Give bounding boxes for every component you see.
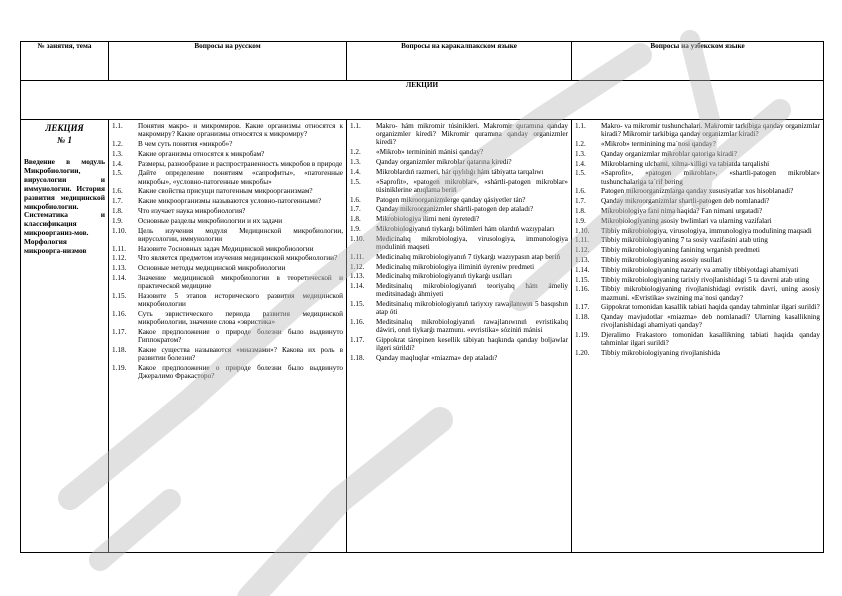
question-number: 1.12. [112,254,127,263]
question-text: Medicinalıq mikrobiologiyanıń tiykarǵı usılları [376,272,512,281]
question-text: Qanday mikroorganizmlar shartli-patogen deb nomlanadi? [601,197,770,206]
question-text: Qanday maqluqlar «miazma» dep ataladı? [376,354,498,363]
question-number: 1.8. [350,215,361,224]
question-number: 1.5. [350,177,361,186]
question-item [575,207,820,215]
question-item [575,197,820,205]
question-number: 1.12. [350,262,365,271]
karakalpak-questions-list [347,120,571,362]
question-number: 1.1. [575,122,586,130]
lecture-topic: Введение в модуль Микробиологии, вирусологии и иммунологии. История развития медицинской микробиологии. Систематика и классификация микроорганиз-мов. Морфология микроорга-низмов [24,157,105,256]
question-number: 1.10. [575,226,590,235]
question-text: Что изучает наука микробиология? [138,206,246,215]
question-number: 1.5. [112,169,123,178]
question-number: 1.18. [112,345,127,354]
question-item [575,313,820,329]
question-number: 1.8. [575,206,586,215]
question-text: Tibbiy mikrobiologiyaning rivojlanishida [601,349,721,358]
question-number: 1.6. [112,187,123,196]
question-number: 1.7. [575,197,586,206]
question-number: 1.9. [575,216,586,225]
karakalpak-questions-cell [347,120,572,553]
question-item [575,285,820,301]
question-text: Qanday organizmler mikroblar qatarına kiredi? [376,158,512,166]
question-text: Meditsinalıq mikrobiologiyanıń teoriyalıq hám ámeliy meditsinadaǵı áhmiyeti [376,282,568,299]
question-number: 1.17. [112,327,127,336]
question-number: 1.3. [575,149,586,158]
question-text: Mikrobiologiya fani nima haqida? Fan nimani urgatadi? [601,206,763,215]
uzbek-questions-cell [572,120,824,553]
question-text: Tibbiy mikrobiologiyaning asosiy usullari [601,255,722,264]
question-text: Mikroblardıń razmeri, hár qıylılıǵı hám tábiyatta tarqalıwı [376,167,544,176]
question-number: 1.3. [350,158,361,166]
lecture-label: ЛЕКЦИЯ [45,123,84,133]
question-text: Какие существа называются «миазмами»? Какова их роль в развитии болезни? [138,345,343,363]
question-item [350,168,568,176]
question-number: 1.19. [575,331,590,340]
question-number: 1.19. [112,363,127,372]
question-text: Размеры, разнообразие и распространенность микробов в природе [138,159,343,168]
question-text: Makro- hám mikromir túsinikleri. Makromir quramına qanday organizmler kiredi? Mikromir quramına qanday organizmler kiredi? [376,122,568,147]
question-item [575,303,820,311]
question-number: 1.16. [112,309,127,318]
question-text: Цель изучения модуля Медицинской микробиологии, вирусологии, иммунологии [138,226,343,243]
question-text: Назовите 5 этапов исторического развития медицинской микробиологии [138,291,343,309]
question-item [112,122,343,138]
question-text: Mikrobiologiya ilimi neni úyretedi? [376,215,480,224]
question-text: Основные разделы микробиологии и их задачи [138,216,283,225]
question-item [575,266,820,274]
header-russian: Вопросы на русском [109,42,347,81]
question-item [575,150,820,158]
question-number: 1.9. [350,224,361,233]
question-item [112,140,343,148]
question-text: Значение медицинской микробиологии в теоретической и практической медицине [138,273,343,291]
question-text: Gippokrat tárepinen kesellik tábiyatı haqkında qanday boljawlar ilgeri súrildi? [376,336,568,353]
header-uzbek: Вопросы на узбекском языке [572,42,824,81]
question-number: 1.4. [112,159,123,168]
question-number: 1.16. [350,318,365,327]
question-number: 1.2. [350,148,361,157]
question-item [350,178,568,194]
question-number: 1.14. [350,282,365,291]
question-item [350,122,568,147]
question-item [112,364,343,380]
question-item [112,254,343,262]
question-text: Makro- va mikromir tushunchalari. Makromir tarkibiga qanday organizmlar kiradi? Mikromir tarkibiga qanday organizmlar kiradi? [601,122,820,139]
question-text: Medicinalıq mikrobiologiya, virusologiya, immunologiya moduliniń maqseti [376,234,568,251]
question-item [112,207,343,215]
question-text: Основные методы медицинской микробиологии [138,264,286,273]
question-text: Назовите 7основных задач Медицинской микробиологии [138,244,314,253]
question-number: 1.17. [575,303,590,312]
question-number: 1.11. [350,252,365,261]
question-item [575,187,820,195]
question-text: Qanday mikroorganizmler shártli-patogen dep ataladı? [376,205,534,214]
question-number: 1.13. [575,255,590,264]
question-number: 1.1. [350,122,361,130]
question-item [350,158,568,166]
question-item [575,246,820,254]
question-text: Суть эвристического периода развития медицинской микробиологии, значение слова «эвристика» [138,309,343,327]
question-number: 1.11. [112,244,127,253]
question-number: 1.17. [350,336,365,345]
question-number: 1.16. [575,285,590,294]
question-item [350,336,568,352]
question-text: Meditsinalıq mikrobiologiyanıń rawajlanıwınıń evristikalıq dáwiri, onıń tiykarǵı mazmunı. «evristika» sóziniń mánisi [376,318,568,335]
question-item [112,292,343,308]
lecture-row [21,120,824,553]
question-text: «Saprofit», «patogen mikroblar», «shártli-patogen mikroblar» túsiniklerine anıqlama beriń [376,177,568,194]
section-row [21,81,824,120]
question-number: 1.7. [350,205,361,214]
question-number: 1.6. [575,187,586,196]
question-number: 1.14. [112,273,127,282]
question-text: Tibbiy mikrobiologiya, virusologiya, immunologiya modulining maqsadi [601,226,812,235]
header-lesson-topic: № занятия, тема [21,42,109,81]
question-number: 1.14. [575,265,590,274]
question-number: 1.9. [112,216,123,225]
question-number: 1.13. [350,272,365,281]
question-item [350,354,568,362]
question-item [575,236,820,244]
question-number: 1.3. [112,149,123,158]
question-text: Что является предметом изучения медицинской микробиологии? [138,254,338,263]
question-text: Mikrobiologiyanıń tiykarǵı bólimleri hám olardıń wazıypaları [376,224,555,233]
question-text: «Saprofit», «patogen mikroblar», «shartli-patogen mikroblar» tushunchalariga ta`rif bering [601,169,820,186]
question-text: Qanday organizmlar mikroblar qatoriga kiradi? [601,149,737,158]
question-text: Patogen mikroorganizmlerge qanday qásiyetler tán? [376,195,526,204]
question-item [350,253,568,261]
question-text: Mikrobiologiyaning asosiy bwlimlari va ularning vazifalari [601,216,772,225]
question-number: 1.10. [112,226,127,235]
question-number: 1.2. [112,140,123,148]
question-item [350,300,568,316]
question-number: 1.15. [350,300,365,309]
question-number: 1.20. [575,349,590,358]
question-text: Tibbiy mikrobiologiyaning fanining wrganish predmeti [601,246,760,255]
question-item [350,318,568,334]
question-item [112,310,343,326]
question-item [350,235,568,251]
question-text: «Mikrob» terminining ma`nosi qanday? [601,140,716,148]
question-item [350,205,568,213]
question-item [112,217,343,225]
question-item [575,169,820,185]
russian-questions-list [109,120,346,380]
question-item [112,264,343,272]
question-text: Tibbiy mikrobiologiyaning nazariy va amaliy tibbiyotdagi ahamiyati [601,265,799,274]
question-text: Tibbiy mikrobiologiyaning tarixiy rivojlanishidagi 5 ta davrni atab uting [601,275,810,284]
question-item [575,122,820,138]
question-item [350,215,568,223]
question-number: 1.10. [350,234,365,243]
question-item [112,346,343,362]
question-number: 1.4. [350,167,361,176]
question-item [575,256,820,264]
question-item [350,263,568,271]
question-text: Какое предположение о природе болезни было выдвинуто Гиппократом? [138,327,343,345]
question-number: 1.8. [112,206,123,215]
question-text: Gippokrat tomonidan kasallik tabiati haqida qanday tahminlar ilgari surildi? [601,303,820,312]
question-item [112,328,343,344]
question-number: 1.7. [112,197,123,206]
question-text: Qanday mavjudotlar «miazma» deb nomlanadi? Ularning kasallikning rivojlanishidagi ahamiyati qanday? [601,313,820,330]
question-item [112,274,343,290]
question-number: 1.5. [575,169,586,178]
question-text: Tibbiy mikrobiologiyaning rivojlanishidagi evristik davri, uning asosiy mazmuni. «Evristika» swzining ma`nosi qanday? [601,285,820,302]
question-number: 1.13. [112,264,127,273]
questions-table [20,41,824,553]
question-item [575,349,820,357]
question-text: Patogen mikroorganizmlarga qanday xususiyatlar xos hisoblanadi? [601,187,794,196]
header-karakalpak: Вопросы на каракалпакском языке [347,42,572,81]
question-item [575,217,820,225]
question-number: 1.4. [575,159,586,168]
question-number: 1.18. [575,313,590,322]
question-number: 1.18. [350,354,365,363]
question-text: Дайте определение понятиям «сапрофиты», «патогенные микробы», «условно-патогенные микробы» [138,169,343,186]
question-text: Какие микроорганизмы называются условно-патогенными? [138,197,322,206]
lecture-number: № 1 [57,135,72,145]
question-item [575,160,820,168]
question-number: 1.11. [575,236,590,245]
table-header-row [21,42,824,81]
question-text: Medicinalıq mikrobiologiya iliminiń úyreniw predmeti [376,262,535,271]
question-text: Meditsinalıq mikrobiologiyanıń tariyxıy rawajlanıwın 5 basqıshın atap óti [376,300,568,317]
question-item [575,331,820,347]
question-item [350,282,568,298]
question-item [575,140,820,148]
question-number: 1.1. [112,122,123,130]
question-text: Djeralimo Frakastoro tomonidan kasallikning tabiati haqida qanday tahminlar ilgari surildi? [601,331,820,348]
question-text: Какие свойства присущи патогенным микроорганизмам? [138,187,313,196]
question-number: 1.2. [575,140,586,148]
question-text: Какие организмы относятся к микробам? [138,149,265,158]
question-item [350,148,568,156]
question-item [350,272,568,280]
question-item [112,227,343,243]
question-text: В чем суть понятия «микроб»? [138,140,233,148]
lecture-topic-cell [21,120,109,553]
question-item [112,160,343,168]
question-number: 1.12. [575,246,590,255]
question-item [112,197,343,205]
question-item [575,227,820,235]
question-item [350,225,568,233]
question-text: «Mikrob» termininiń mánisi qanday? [376,148,484,157]
question-text: Tibbiy mikrobiologiyaning 7 ta sosiy vazifasini atab uting [601,236,768,245]
question-text: Mikroblarning ulchami, xilma-xilligi va tabiatda tarqalishi [601,159,770,168]
question-item [112,169,343,185]
question-text: Понятия макро- и микромиров. Какие организмы относятся к макромиру? Какие организмы относятся к микромиру? [138,122,343,139]
question-item [112,150,343,158]
question-text: Medicinalıq mikrobiologiyanıń 7 tiykarǵı wazıypasın atap beriń [376,252,561,261]
question-item [112,245,343,253]
uzbek-questions-list [572,120,823,357]
question-number: 1.15. [575,275,590,284]
question-item [575,276,820,284]
question-item [350,196,568,204]
question-text: Какое предположение о природе болезни было выдвинуто Джералимо Фракасторо? [138,363,343,381]
question-number: 1.6. [350,195,361,204]
section-title: ЛЕКЦИИ [21,81,824,120]
question-number: 1.15. [112,291,127,300]
question-item [112,187,343,195]
russian-questions-cell [109,120,347,553]
